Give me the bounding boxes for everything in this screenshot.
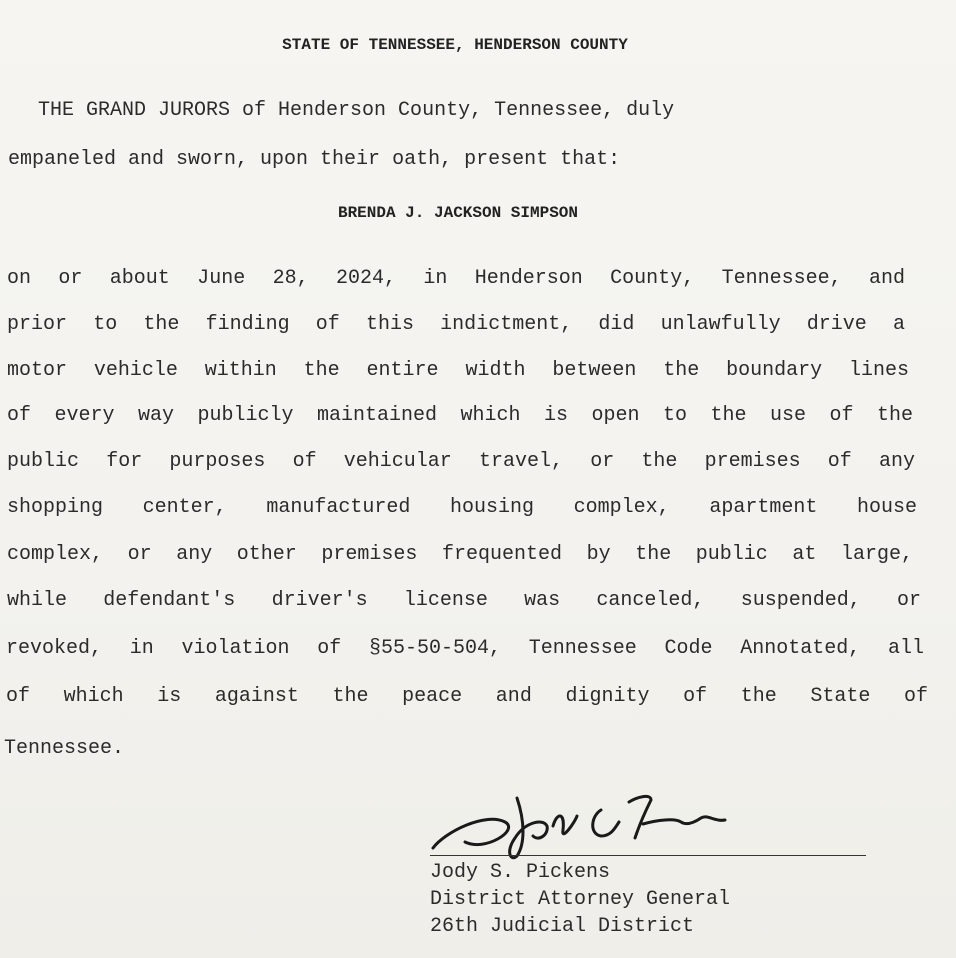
- signer-district: 26th Judicial District: [430, 915, 695, 938]
- body-line: on or about June 28, 2024, in Henderson County, Tennessee, and: [7, 267, 905, 290]
- body-line: motor vehicle within the entire width between the boundary lines: [7, 359, 909, 382]
- defendant-name: BRENDA J. JACKSON SIMPSON: [337, 204, 579, 222]
- handwritten-signature: [425, 782, 735, 862]
- body-line: shopping center, manufactured housing complex, apartment house: [7, 496, 917, 519]
- body-line: revoked, in violation of §55-50-504, Tennessee Code Annotated, all: [6, 637, 924, 660]
- body-line: prior to the finding of this indictment, did unlawfully drive a: [7, 313, 905, 336]
- signer-name: Jody S. Pickens: [430, 861, 611, 884]
- body-line: of every way publicly maintained which is open to the use of the: [7, 404, 913, 427]
- body-line: of which is against the peace and dignity of the State of: [6, 685, 928, 708]
- body-line: while defendant's driver's license was canceled, suspended, or: [7, 589, 921, 612]
- body-line: Tennessee.: [4, 737, 125, 760]
- body-line: complex, or any other premises frequented by the public at large,: [7, 543, 913, 566]
- signature-line: [430, 855, 866, 856]
- intro-line-1: THE GRAND JURORS of Henderson County, Tennessee, duly: [38, 99, 675, 122]
- body-line: public for purposes of vehicular travel, or the premises of any: [7, 450, 915, 473]
- intro-line-2: empaneled and sworn, upon their oath, present that:: [8, 148, 621, 171]
- signer-title: District Attorney General: [430, 888, 731, 911]
- document-header: STATE OF TENNESSEE, HENDERSON COUNTY: [282, 36, 628, 54]
